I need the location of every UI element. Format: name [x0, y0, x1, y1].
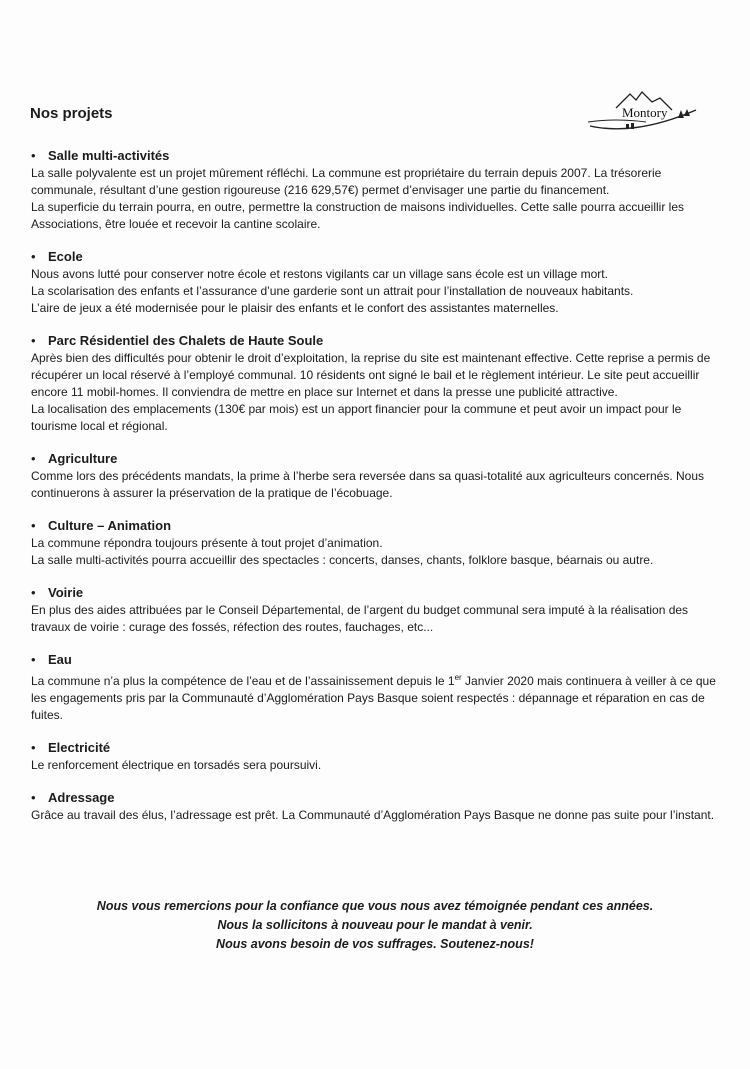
section-heading [31, 450, 721, 467]
section-paragraph: Après bien des difficultés pour obtenir le droit d’exploitation, la reprise du site est maintenant effective. Cette reprise a permis de récupérer un local réservé à l’employé communal. 10 résidents ont signé le bail et le règlement intérieur. Le site peut accueillir encore 11 mobil-homes. Il conviendra de mettre en place sur Internet et dans la presse une publicité attractive. [31, 351, 711, 399]
section-paragraph: Grâce au travail des élus, l’adressage est prêt. La Communauté d’Agglomération Pays Basque ne donne pas suite pour l’instant. [31, 808, 715, 822]
section-paragraph: La salle polyvalente est un projet mûrement réfléchi. La commune est propriétaire du terrain depuis 2007. La trésorerie communale, résultant d’une gestion rigoureuse (216 629,57€) permet d’envisager une partie du financement. [31, 166, 662, 197]
section-heading-text: Adressage [48, 790, 115, 805]
section-heading-text: Agriculture [48, 451, 118, 466]
project-section [31, 651, 721, 724]
bullet-icon: • [31, 585, 36, 600]
section-heading [31, 739, 721, 756]
project-section [31, 517, 721, 569]
section-paragraph: Le renforcement électrique en torsadés sera poursuivi. [31, 758, 322, 772]
montory-logo [586, 88, 698, 138]
section-paragraph: En plus des aides attribuées par le Conseil Départemental, de l’argent du budget communal sera imputé à la réalisation des travaux de voirie : curage des fossés, réfection des routes, fauchages, etc... [31, 603, 689, 634]
bullet-icon: • [31, 148, 36, 163]
bullet-icon: • [31, 518, 36, 533]
section-paragraph: L’aire de jeux a été modernisée pour le plaisir des enfants et le confort des assistantes maternelles. [31, 301, 559, 315]
section-heading [31, 517, 721, 534]
project-section [31, 332, 721, 435]
section-heading-text: Salle multi-activités [48, 148, 170, 163]
section-heading [31, 651, 721, 668]
section-paragraph: La salle multi-activités pourra accueillir des spectacles : concerts, danses, chants, folklore basque, béarnais ou autre. [31, 553, 654, 567]
bullet-icon: • [31, 249, 36, 264]
section-paragraph: La localisation des emplacements (130€ par mois) est un apport financier pour la commune et peut avoir un impact pour le tourisme local et régional. [31, 402, 682, 433]
closing-line: Nous avons besoin de vos suffrages. Soutenez-nous! [216, 937, 534, 951]
project-section [31, 248, 721, 317]
section-heading-text: Ecole [48, 249, 83, 264]
project-section [31, 147, 721, 233]
page-title: Nos projets [30, 105, 113, 122]
section-heading [31, 147, 721, 164]
closing-line: Nous vous remercions pour la confiance que vous nous avez témoignée pendant ces années. [96, 899, 654, 913]
section-heading [31, 789, 721, 806]
section-heading-text: Culture – Animation [48, 518, 172, 533]
logo-text: Montory [622, 105, 668, 120]
section-heading-text: Parc Résidentiel des Chalets de Haute Soule [48, 333, 324, 348]
section-paragraph: La superficie du terrain pourra, en outre, permettre la construction de maisons individuelles. Cette salle pourra accueillir les Associations, être louée et recevoir la cantine scolaire. [31, 200, 684, 231]
bullet-icon: • [31, 790, 36, 805]
project-section [31, 739, 721, 774]
section-heading [31, 584, 721, 601]
project-section [31, 450, 721, 502]
projects-list [31, 147, 721, 839]
closing-message [0, 897, 750, 954]
section-heading [31, 248, 721, 265]
bullet-icon: • [31, 740, 36, 755]
bullet-icon: • [31, 652, 36, 667]
section-heading-text: Electricité [48, 740, 111, 755]
section-paragraph: La commune n’a plus la compétence de l’eau et de l’assainissement depuis le 1er Janvier 2020 mais continuera à veiller à ce que les engagements pris par la Communauté d’Agglomération Pays Basque soient respectés : dépannage et réparation en cas de fuites. [31, 673, 716, 722]
bullet-icon: • [31, 333, 36, 348]
project-section [31, 584, 721, 636]
section-heading [31, 332, 721, 349]
section-paragraph: La scolarisation des enfants et l’assurance d’une garderie sont un attrait pour l’installation de nouveaux habitants. [31, 284, 634, 298]
section-paragraph: La commune répondra toujours présente à tout projet d’animation. [31, 536, 383, 550]
closing-line: Nous la sollicitons à nouveau pour le mandat à venir. [217, 918, 533, 932]
project-section [31, 789, 721, 824]
section-heading-text: Voirie [48, 585, 84, 600]
section-heading-text: Eau [48, 652, 72, 667]
bullet-icon: • [31, 451, 36, 466]
section-paragraph: Comme lors des précédents mandats, la prime à l’herbe sera reversée dans sa quasi-totalité aux agriculteurs concernés. Nous continuerons à assurer la préservation de la pratique de l’écobuage. [31, 469, 704, 500]
section-paragraph: Nous avons lutté pour conserver notre école et restons vigilants car un village sans école est un village mort. [31, 267, 608, 281]
